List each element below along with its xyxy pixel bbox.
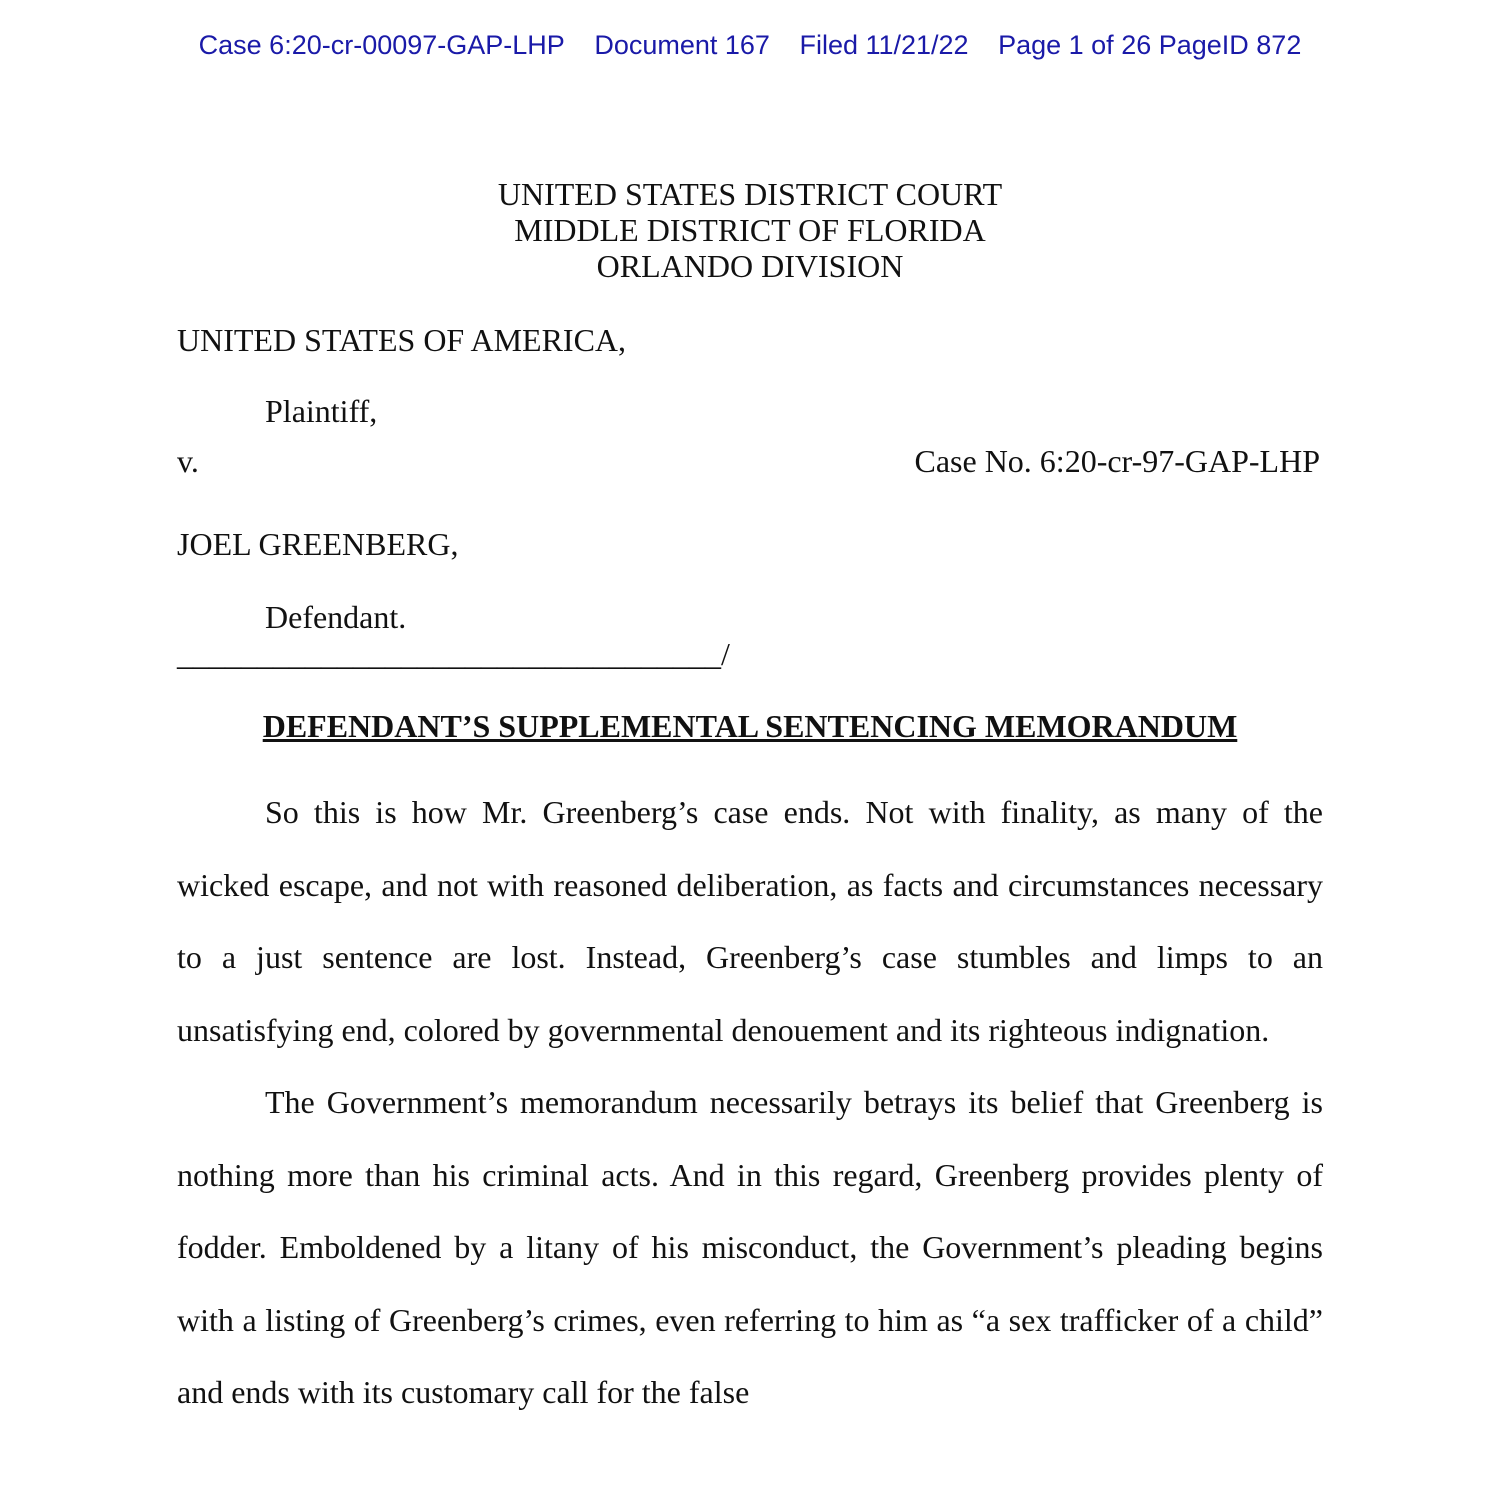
case-number: Case No. 6:20-cr-97-GAP-LHP: [914, 443, 1320, 479]
ecf-case-number: Case 6:20-cr-00097-GAP-LHP: [198, 30, 565, 60]
court-division: ORLANDO DIVISION: [596, 248, 904, 284]
ecf-page-id: Page 1 of 26 PageID 872: [998, 30, 1302, 60]
caption-rule-line: __________________________________/: [177, 636, 730, 672]
ecf-filed-date: Filed 11/21/22: [799, 30, 969, 60]
memorandum-body: [177, 776, 1323, 1429]
body-paragraph-2: The Government’s memorandum necessarily betrays its belief that Greenberg is nothing more than his criminal acts. And in this regard, Greenberg provides plenty of fodder. Emboldened by a litany of his misconduct, the Government’s pleading begins with a listing of Greenberg’s crimes, even referring to him as “a sex trafficker of a child” and ends with its customary call for the false: [177, 1084, 1323, 1410]
ecf-filing-header: [0, 28, 1500, 62]
plaintiff-name: UNITED STATES OF AMERICA,: [177, 322, 627, 358]
defendant-name: JOEL GREENBERG,: [177, 526, 459, 562]
defendant-role: Defendant.: [265, 599, 407, 635]
plaintiff-role: Plaintiff,: [265, 393, 378, 429]
court-heading: [0, 176, 1500, 284]
versus-label: v.: [177, 443, 199, 479]
court-district: MIDDLE DISTRICT OF FLORIDA: [514, 212, 986, 248]
document-title: DEFENDANT’S SUPPLEMENTAL SENTENCING MEMORANDUM: [262, 708, 1238, 744]
court-name: UNITED STATES DISTRICT COURT: [497, 176, 1003, 212]
ecf-document-number: Document 167: [594, 30, 770, 60]
body-paragraph-1: So this is how Mr. Greenberg’s case ends. Not with finality, as many of the wicked escape, and not with reasoned deliberation, as facts and circumstances necessary to a just sentence are lost. Instead, Greenberg’s case stumbles and limps to an unsatisfying end, colored by governmental denouement and its righteous indignation.: [177, 794, 1323, 1048]
